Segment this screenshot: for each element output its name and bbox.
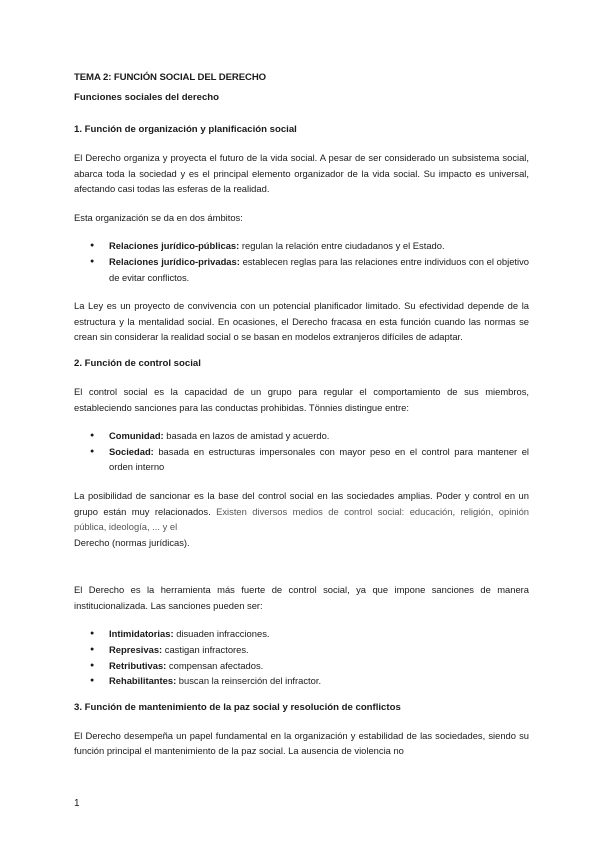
section-3-paragraph-1: El Derecho desempeña un papel fundamental en la organización y estabilidad de las sociedades, siendo su función principal el mantenimiento de la paz social. La ausencia de violencia no (74, 729, 529, 757)
section-2-paragraph-2: La posibilidad de sancionar es la base del control social en las sociedades amplias. Poder y control en un grupo están muy relacionados. Existen diversos medios de control social: educación, religión, opinión pública, ideología, ... y el (74, 489, 529, 533)
bullet-icon: ● (90, 242, 95, 250)
list-item: ● Relaciones jurídico-privadas: establecen reglas para las relaciones entre individuos con el objetivo de evitar conflictos. (90, 255, 529, 283)
list-item: ● Retributivas: compensan afectados. (74, 658, 529, 674)
section-1-list (74, 238, 529, 285)
bullet-icon: ● (90, 257, 95, 265)
bullet-icon: ● (90, 447, 95, 455)
page-title: TEMA 2: FUNCIÓN SOCIAL DEL DERECHO (74, 72, 267, 83)
list-item: ● Relaciones jurídico-públicas: regulan la relación entre ciudadanos y el Estado. (74, 238, 529, 254)
spacer (74, 563, 529, 582)
list-item: ● Rehabilitantes: buscan la reinserción del infractor. (74, 673, 529, 689)
page-subtitle: Funciones sociales del derecho (74, 92, 220, 103)
bullet-icon: ● (90, 432, 95, 440)
section-2-paragraph-2-continued: Derecho (normas jurídicas). (74, 536, 190, 548)
list-item: ● Represivas: castigan infractores. (74, 642, 529, 658)
bullet-icon: ● (90, 677, 95, 685)
list-item: ● Comunidad: basada en lazos de amistad y acuerdo. (74, 428, 529, 444)
section-1-paragraph-2: Esta organización se da en dos ámbitos: (74, 211, 243, 223)
section-2-heading: 2. Función de control social (74, 357, 201, 369)
list-item: ● Sociedad: basada en estructuras impersonales con mayor peso en el control para mantener el orden interno (90, 445, 529, 473)
section-2-paragraph-3: El Derecho es la herramienta más fuerte de control social, ya que impone sanciones de manera institucionalizada. Las sanciones pueden ser: (74, 584, 529, 611)
bullet-icon: ● (90, 661, 95, 669)
page-number: 1 (74, 798, 80, 809)
document-page (74, 72, 529, 772)
list-item: ● Intimidatorias: disuaden infracciones. (74, 626, 529, 642)
bullet-icon: ● (90, 646, 95, 654)
section-1-paragraph-1: El Derecho organiza y proyecta el futuro de la vida social. A pesar de ser considerado un subsistema social, abarca toda la sociedad y es el principal elemento organizador de la vida social. Su impacto es universal, afectando casi todas las esferas de la realidad. (74, 152, 529, 195)
section-1-heading: 1. Función de organización y planificación social (74, 124, 297, 135)
section-2-list (74, 428, 529, 475)
section-1-paragraph-3: La Ley es un proyecto de convivencia con un potencial planificador limitado. Su efectividad depende de la estructura y la mentalidad social. En ocasiones, el Derecho fracasa en esta función cuando las normas se crean sin considerar la realidad social o se basan en modelos extranjeros difíciles de adaptar. (74, 300, 529, 343)
section-2-paragraph-1: El control social es la capacidad de un grupo para regular el comportamiento de sus miembros, estableciendo sanciones para las conductas prohibidas. Tönnies distingue entre: (74, 385, 529, 413)
bullet-icon: ● (90, 630, 95, 638)
section-3-heading: 3. Función de mantenimiento de la paz social y resolución de conflictos (74, 701, 401, 713)
section-2-sanctions-list (74, 626, 529, 688)
